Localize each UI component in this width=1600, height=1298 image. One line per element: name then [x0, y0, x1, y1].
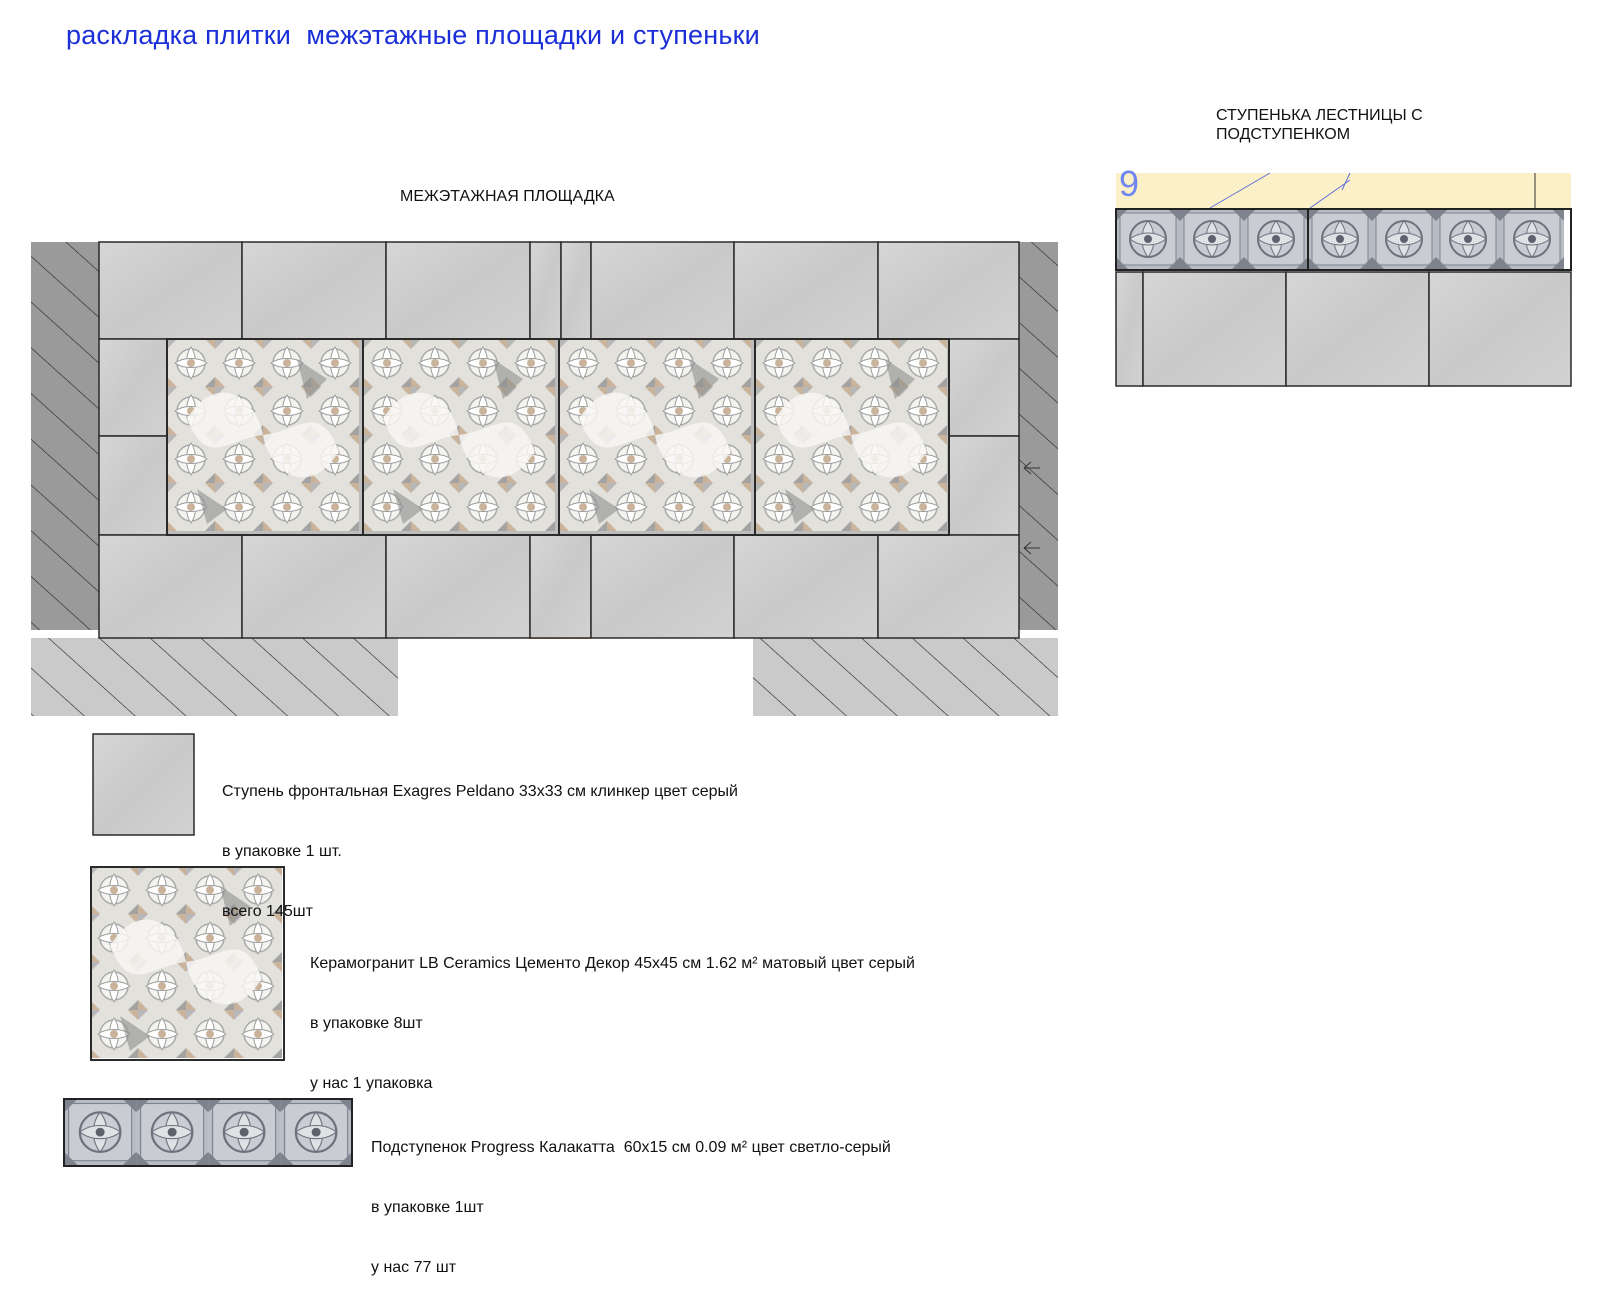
- riser-row: [1116, 209, 1571, 270]
- page-title: раскладка плитки межэтажные площадки и ступеньки: [66, 20, 760, 50]
- legend-text-decor: [310, 914, 915, 1114]
- landing-plan: [0, 0, 1100, 720]
- tile-mid-right-1: [949, 339, 1019, 436]
- tile-bottom-cut: [530, 535, 591, 638]
- legend-swatch-peldano: [92, 733, 196, 837]
- step-tile-cut: [1116, 272, 1143, 386]
- step-tile-1: [1143, 272, 1286, 386]
- slab-right-hatch: [753, 638, 1058, 716]
- legend-decor-line1: Керамогранит LB Ceramics Цементо Декор 45x45 см 1.62 м² матовый цвет серый: [310, 955, 915, 972]
- decor-tile-2: [363, 339, 555, 531]
- tile-bottom-3: [386, 535, 530, 638]
- tile-bottom-6: [878, 535, 1019, 638]
- tile-mid-left-1: [99, 339, 167, 436]
- tile-mid-right-2: [949, 436, 1019, 535]
- tile-top-4: [591, 242, 734, 339]
- decor-tile-3: [559, 339, 751, 531]
- tile-top-2: [242, 242, 386, 339]
- right-wall-hatch: [1019, 242, 1058, 630]
- tile-bottom-5: [734, 535, 878, 638]
- step-label-line2: ПОДСТУПЕНКОМ: [1216, 126, 1351, 143]
- tile-top-3: [386, 242, 530, 339]
- legend-decor-line3: у нас 1 упаковка: [310, 1075, 433, 1092]
- tile-bottom-4: [591, 535, 734, 638]
- legend-riser-line3: у нас 77 шт: [371, 1259, 457, 1276]
- tread-band: [1116, 173, 1571, 209]
- legend-peldano-line2: в упаковке 1 шт.: [222, 843, 342, 860]
- legend-text-peldano: [222, 742, 738, 942]
- tile-top-cut-2: [561, 242, 591, 339]
- step-tile-2: [1286, 272, 1429, 386]
- decor-row: [167, 339, 949, 535]
- tile-top-1: [99, 242, 242, 339]
- legend-riser-line1: Подступенок Progress Калакатта 60x15 см 0.09 м² цвет светло-серый: [371, 1139, 891, 1156]
- legend-decor-line2: в упаковке 8шт: [310, 1015, 423, 1032]
- step-number-fragment: 9: [1119, 170, 1140, 204]
- step-tile-3: [1429, 272, 1571, 386]
- decor-tile-4: [755, 339, 947, 531]
- tile-mid-left-2: [99, 436, 167, 535]
- tile-top-6: [878, 242, 1019, 339]
- legend-peldano-line3: всего 145шт: [222, 903, 313, 920]
- legend-peldano-line1: Ступень фронтальная Exagres Peldano 33x33 см клинкер цвет серый: [222, 783, 738, 800]
- decor-tile-1: [167, 339, 359, 531]
- legend-text-riser: [371, 1098, 891, 1298]
- tile-bottom-2: [242, 535, 386, 638]
- landing-label: МЕЖЭТАЖНАЯ ПЛОЩАДКА: [400, 188, 615, 205]
- step-section: [1110, 170, 1580, 400]
- tile-top-cut-1: [530, 242, 561, 339]
- left-wall-hatch: [31, 242, 99, 630]
- tile-top-5: [734, 242, 878, 339]
- slab-left-hatch: [31, 638, 398, 716]
- step-label-line1: СТУПЕНЬКА ЛЕСТНИЦЫ С: [1216, 107, 1423, 124]
- step-label: [1216, 106, 1423, 144]
- tile-bottom-1: [99, 535, 242, 638]
- legend-riser-line2: в упаковке 1шт: [371, 1199, 484, 1216]
